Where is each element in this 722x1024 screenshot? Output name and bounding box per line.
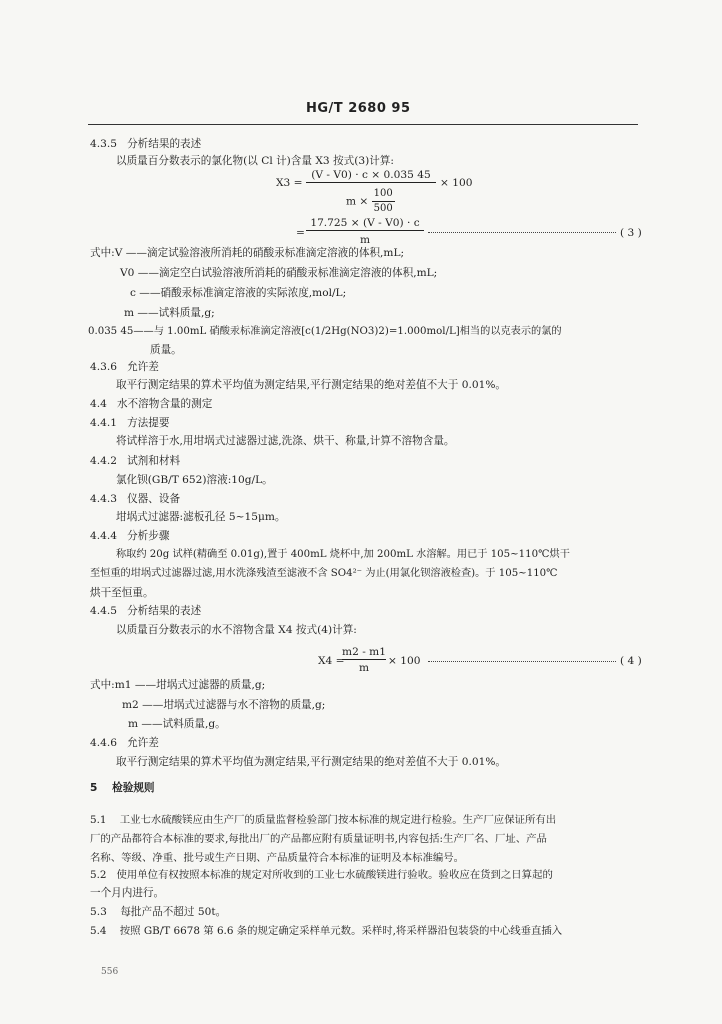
formula-4-equation-number: ( 4 ): [620, 655, 642, 667]
section-number: 4.4.2: [90, 455, 117, 467]
constant-symbol: 0.035 45——: [88, 326, 154, 337]
formula-4-numerator: m2 - m1: [342, 646, 386, 658]
section-number: 5: [90, 782, 98, 794]
formula-3-times-100: × 100: [440, 177, 473, 189]
standard-code-header: HG/T 2680 95: [306, 101, 411, 116]
definition-c: 硝酸汞标准滴定溶液的实际浓度,mol/L;: [160, 287, 347, 299]
where-4-row-1: [90, 678, 265, 692]
where-3-row-4: [124, 306, 215, 320]
section-4-4-4-body-line-3: 烘干至恒重。: [90, 587, 154, 599]
formula-4-denominator: m: [358, 662, 370, 674]
section-4-4-3-body: 坩埚式过滤器:滤板孔径 5~15μm。: [116, 511, 286, 523]
formula-3-numerator: (V - V0) · c × 0.035 45: [306, 168, 436, 183]
section-5-heading: [90, 781, 155, 795]
where-3-constant-row: [88, 325, 562, 339]
where-prefix: 式中:: [90, 679, 115, 691]
where-3-row-3: [130, 286, 346, 300]
section-number: 4.3.6: [90, 361, 117, 373]
symbol-m: m ——: [128, 718, 163, 730]
constant-definition: 与 1.00mL 硝酸汞标准滴定溶液[c(1/2Hg(NO3)2)=1.000mol/L]相当的以克表示的氯的: [153, 326, 562, 337]
symbol-V0: V0 ——: [120, 267, 159, 279]
formula-4-times-100: × 100: [388, 655, 421, 667]
section-4-4-6-heading: [90, 736, 159, 750]
formula-3-equation-number: ( 3 ): [620, 227, 642, 239]
section-4-4-4-body-line-2: 至恒重的坩埚式过滤器过滤,用水洗涤残渣至滤液不含 SO4²⁻ 为止(用氯化钡溶液检查)。于 105~110℃: [90, 568, 558, 579]
definition-m2: 坩埚式过滤器与水不溶物的质量,g;: [163, 699, 326, 711]
definition-m: 试料质量,g;: [158, 307, 215, 319]
section-number: 5.3: [90, 906, 107, 918]
section-4-4-5-intro: 以质量百分数表示的水不溶物含量 X4 按式(4)计算:: [116, 624, 357, 636]
definition-V0: 滴定空白试验溶液所消耗的硝酸汞标准滴定溶液的体积,mL;: [158, 267, 438, 279]
section-title: 分析结果的表述: [127, 138, 202, 150]
section-5-1-line-2: 厂的产品都符合本标准的要求,每批出厂的产品都应附有质量证明书,内容包括:生产厂名、厂址、产品: [90, 833, 547, 845]
section-number: 5.1: [90, 814, 107, 826]
section-4-4-2-body: 氯化钡(GB/T 652)溶液:10g/L。: [116, 474, 273, 486]
section-number: 4.4.4: [90, 530, 117, 542]
section-title: 允许差: [127, 737, 159, 749]
where-3-row-1: [90, 246, 404, 260]
formula-3-den-m: m ×: [346, 195, 369, 208]
formula-3-line2-denominator: m: [360, 234, 371, 246]
section-4-4-1-heading: [90, 416, 169, 430]
section-4-4-4-body-line-1: 称取约 20g 试样(精确至 0.01g),置于 400mL 烧杯中,加 200mL 水溶解。用已于 105~110℃烘干: [116, 549, 570, 560]
section-title: 分析步骤: [127, 530, 170, 542]
where-4-row-3: [128, 717, 226, 731]
section-number: 4.4.6: [90, 737, 117, 749]
section-number: 4.4.5: [90, 605, 117, 617]
section-4-4-2-heading: [90, 454, 180, 468]
section-4-4-heading: [90, 397, 212, 411]
section-title: 水不溶物含量的测定: [116, 398, 213, 410]
section-title: 仪器、设备: [127, 493, 181, 505]
section-5-2-line-1: [90, 868, 553, 882]
section-title: 试剂和材料: [127, 455, 181, 467]
symbol-m: m ——: [124, 307, 159, 319]
formula-3-leader-dots: [428, 232, 616, 233]
fraction-100-500: [372, 187, 395, 216]
section-4-4-4-heading: [90, 529, 169, 543]
section-number: 4.4: [90, 398, 107, 410]
section-5-3: [90, 905, 226, 919]
where-4-row-2: [122, 698, 325, 712]
section-4-4-1-body: 将试样溶于水,用坩埚式过滤器过滤,洗涤、烘干、称量,计算不溶物含量。: [116, 435, 455, 447]
symbol-V: V ——: [114, 247, 147, 259]
section-title: 分析结果的表述: [127, 605, 202, 617]
header-rule: [88, 124, 638, 125]
formula-3-line2-numerator: 17.725 × (V - V0) · c: [306, 216, 424, 231]
formula-4-leader-dots: [428, 661, 616, 662]
definition-m1: 坩埚式过滤器的质量,g;: [156, 679, 266, 691]
section-text: 使用单位有权按照本标准的规定对所收到的工业七水硫酸镁进行验收。验收应在货到之日算起的: [116, 869, 553, 881]
section-4-4-6-body: 取平行测定结果的算术平均值为测定结果,平行测定结果的绝对差值不大于 0.01%。: [116, 756, 506, 768]
definition-m: 试料质量,g。: [162, 718, 226, 730]
section-title: 允许差: [127, 361, 159, 373]
section-4-4-5-heading: [90, 604, 201, 618]
where-3-row-2: [120, 266, 437, 280]
section-5-4-line-1: [90, 924, 562, 938]
fraction-numerator: 100: [372, 187, 395, 202]
section-5-2-line-2: 一个月内进行。: [90, 887, 165, 899]
section-number: 5.2: [90, 869, 107, 881]
section-4-3-5-intro: 以质量百分数表示的氯化物(以 Cl 计)含量 X3 按式(3)计算:: [116, 155, 394, 167]
where-3-constant-row-cont: 质量。: [150, 344, 182, 356]
formula-4-lhs: X4 =: [318, 655, 345, 667]
section-text: 工业七水硫酸镁应由生产厂的质量监督检验部门按本标准的规定进行检验。生产厂应保证所有出: [119, 814, 557, 826]
symbol-c: c ——: [130, 287, 161, 299]
fraction-denominator: 500: [373, 203, 393, 214]
definition-V: 滴定试验溶液所消耗的硝酸汞标准滴定溶液的体积,mL;: [146, 247, 405, 259]
formula-3-denominator: [346, 187, 395, 216]
section-title: 方法提要: [127, 417, 170, 429]
section-number: 4.4.3: [90, 493, 117, 505]
section-4-4-3-heading: [90, 492, 180, 506]
formula-3-eq2: =: [296, 227, 305, 239]
section-number: 4.3.5: [90, 138, 117, 150]
section-4-3-6-body: 取平行测定结果的算术平均值为测定结果,平行测定结果的绝对差值不大于 0.01%。: [116, 379, 506, 391]
symbol-m1: m1 ——: [114, 679, 157, 691]
page-number: 556: [101, 967, 119, 977]
symbol-m2: m2 ——: [122, 699, 164, 711]
section-4-3-5-heading: [90, 137, 201, 151]
section-text: 每批产品不超过 50t。: [120, 906, 227, 918]
section-text: 按照 GB/T 6678 第 6.6 条的规定确定采样单元数。采样时,将采样器沿包装袋的中心线垂直插入: [119, 925, 563, 937]
section-number: 4.4.1: [90, 417, 117, 429]
section-title: 检验规则: [112, 782, 155, 794]
section-5-1-line-3: 名称、等级、净重、批号或生产日期、产品质量符合本标准的证明及本标准编号。: [90, 852, 465, 864]
where-prefix: 式中:: [90, 247, 115, 259]
formula-3-lhs: X3 =: [276, 177, 303, 189]
section-4-3-6-heading: [90, 360, 159, 374]
section-number: 5.4: [90, 925, 107, 937]
section-5-1-line-1: [90, 813, 556, 827]
